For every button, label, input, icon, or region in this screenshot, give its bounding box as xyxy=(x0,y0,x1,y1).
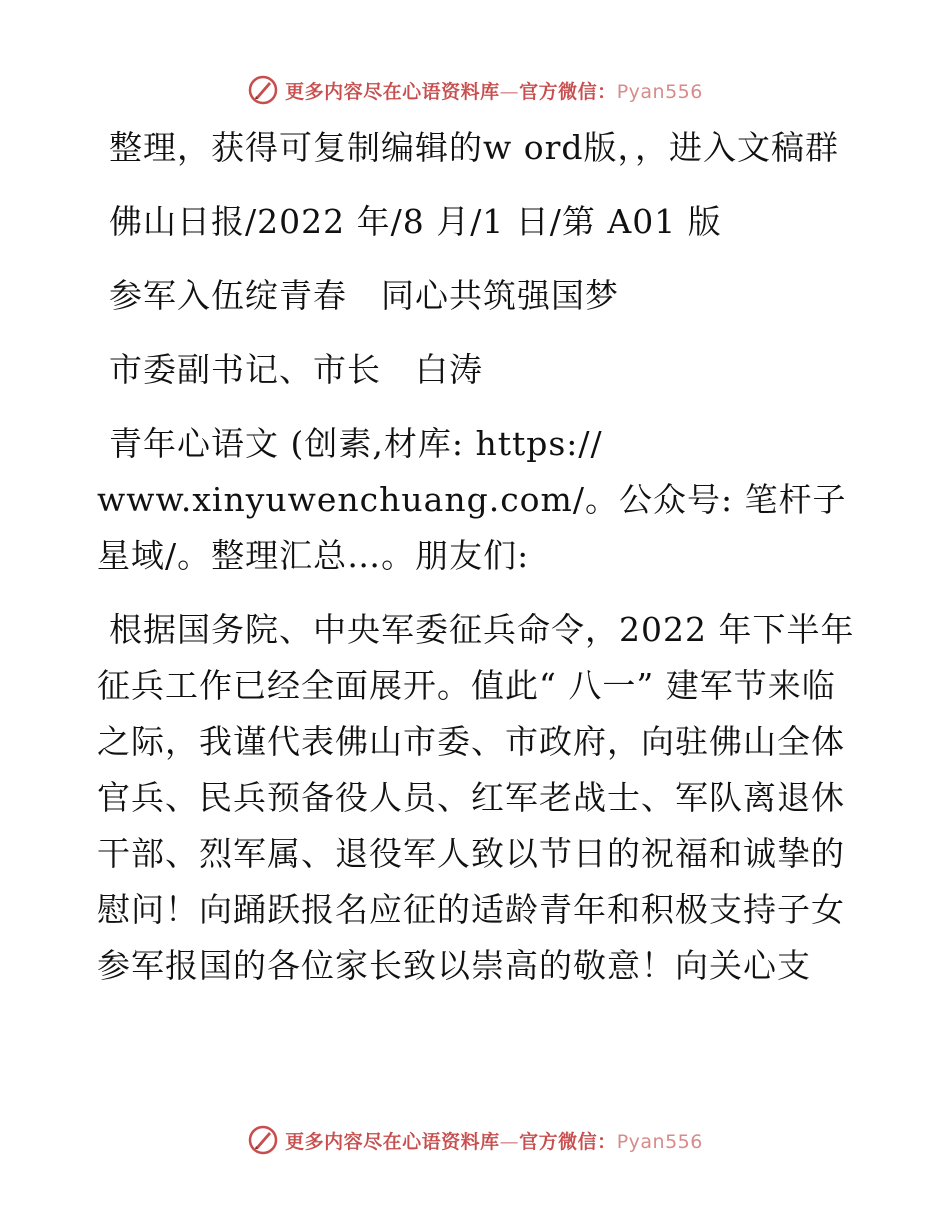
author-line: 市委副书记、市长 白涛 xyxy=(109,350,483,389)
footer-banner-wechat-id: Pyan556 xyxy=(616,1130,703,1153)
footer-banner-sep: — xyxy=(499,1130,520,1153)
header-banner-wechat-id: Pyan556 xyxy=(616,80,703,103)
quill-logo-icon xyxy=(247,74,279,106)
header-banner-wechat-label: 官方微信： xyxy=(519,80,617,103)
header-banner xyxy=(0,70,950,110)
footer-banner-inner xyxy=(247,1124,703,1156)
header-banner-text xyxy=(285,77,703,104)
footer-banner-main: 更多内容尽在心语资料库 xyxy=(285,1130,500,1153)
body-paragraph: 根据国务院、中央军委征兵命令，2022 年下半年征兵工作已经全面展开。值此“ 八一” 建军节来临之际，我谨代表佛山市委、市政府，向驻佛山全体官兵、民兵预备役人员、红军老战士、军队离退休干部、烈军属、退役军人致以节日的祝福和诚挚的慰问！向踊跃报名应征的适龄青年和积极支持子女参军报国的各位家长致以崇高的敬意！向关心支 xyxy=(97,610,855,985)
footer-banner-text xyxy=(285,1127,703,1154)
header-banner-inner xyxy=(247,74,703,106)
footer-banner-wechat-label: 官方微信： xyxy=(519,1130,617,1153)
headline: 参军入伍绽青春 同心共筑强国梦 xyxy=(109,276,619,315)
header-banner-sep: — xyxy=(499,80,520,103)
intro-line: 整理，获得可复制编辑的w ord版，，进入文稿群 xyxy=(109,128,840,167)
header-banner-main: 更多内容尽在心语资料库 xyxy=(285,80,500,103)
quill-logo-icon xyxy=(247,1124,279,1156)
document-body xyxy=(97,120,857,994)
greeting-paragraph: 青年心语文 (创素,材库: https:// www.xinyuwenchuang.com/。公众号: 笔杆子星域/。整理汇总…。朋友们: xyxy=(97,424,847,575)
footer-banner xyxy=(0,1120,950,1160)
source-line: 佛山日报/2022 年/8 月/1 日/第 A01 版 xyxy=(109,202,722,241)
